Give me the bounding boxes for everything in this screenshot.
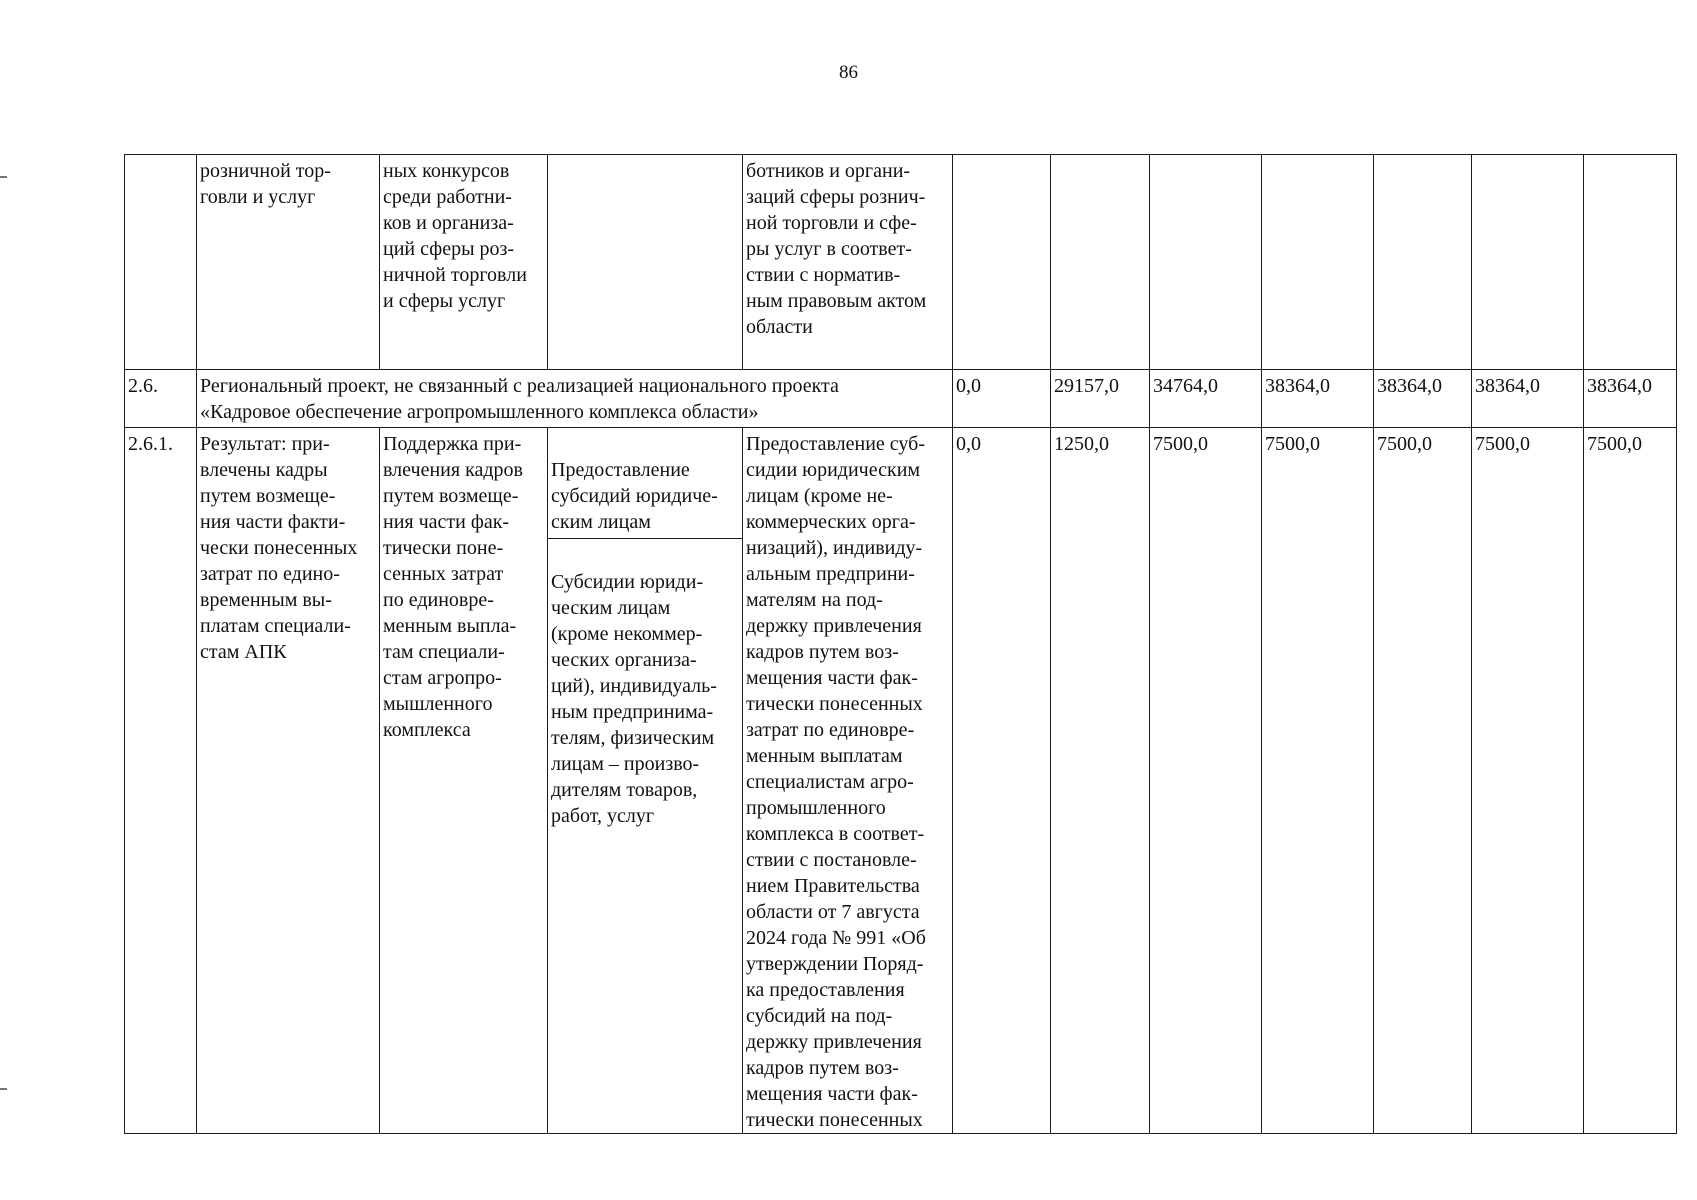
value-cell: 38364,0 <box>1584 370 1677 428</box>
table-cell: ботников и органи- заций сферы рознич- ной торговли и сфе- ры услуг в соответ- ствии с норматив- ным правовым актом области <box>743 155 953 370</box>
project-title: Региональный проект, не связанный с реализацией национального проекта «Кадровое обеспечение агропромышленного комплекса области» <box>197 370 953 428</box>
value-cell: 38364,0 <box>1262 370 1374 428</box>
margin-mark <box>0 176 7 178</box>
measure-cell: Поддержка при- влечения кадров путем возмеще- ния части фак- тически поне- сенных затрат по единовре- менным выпла- там специали- стам агропро- мышленного комплекса <box>380 428 548 1134</box>
table-row <box>125 370 1677 428</box>
value-cell: 7500,0 <box>1584 428 1677 1134</box>
value-cell: 7500,0 <box>1262 428 1374 1134</box>
instrument-type: Предоставление субсидий юридиче- ским лицам <box>548 454 742 539</box>
value-cell: 7500,0 <box>1472 428 1584 1134</box>
table-cell <box>1584 155 1677 370</box>
value-cell: 38364,0 <box>1374 370 1472 428</box>
page-number: 86 <box>839 62 858 83</box>
table-cell <box>1262 155 1374 370</box>
table-cell: розничной тор- говли и услуг <box>197 155 380 370</box>
value-cell: 0,0 <box>953 370 1051 428</box>
margin-mark <box>0 1088 7 1090</box>
table-cell <box>1150 155 1262 370</box>
value-cell: 7500,0 <box>1150 428 1262 1134</box>
table-row <box>125 428 1677 1134</box>
result-cell: Результат: при- влечены кадры путем возмеще- ния части факти- чески понесенных затрат по едино- временным вы- платам специали- стам АПК <box>197 428 380 1134</box>
table-cell <box>1472 155 1584 370</box>
table-cell <box>548 155 743 370</box>
table-row <box>125 155 1677 370</box>
table-cell <box>125 155 197 370</box>
instrument-detail: Субсидии юриди- ческим лицам (кроме некоммер- ческих организа- ций), индивидуаль- ным предпринима- телям, физическим лицам – произво- дителям товаров, работ, услуг <box>551 571 717 827</box>
value-cell: 29157,0 <box>1051 370 1150 428</box>
table-cell <box>1374 155 1472 370</box>
value-cell: 7500,0 <box>1374 428 1472 1134</box>
instrument-cell <box>548 428 743 1134</box>
table-cell <box>953 155 1051 370</box>
table-cell: ных конкурсов среди работни- ков и организа- ций сферы роз- ничной торговли и сферы услуг <box>380 155 548 370</box>
budget-table <box>124 154 1677 1134</box>
description-cell: Предоставление суб- сидии юридическим лицам (кроме не- коммерческих орга- низаций), индивиду- альным предприни- мателям на под- держку привлечения кадров путем воз- мещения части фак- тически понесенных затрат по единовре- менным выплатам специалистам агро- промышленного комплекса в соответ- ствии с постановле- нием Правительства области от 7 августа 2024 года № 991 «Об утверждении Поряд- ка предоставления субсидий на под- держку привлечения кадров путем воз- мещения части фак- тически понесенных <box>743 428 953 1134</box>
value-cell: 38364,0 <box>1472 370 1584 428</box>
value-cell: 1250,0 <box>1051 428 1150 1134</box>
row-number: 2.6.1. <box>125 428 197 1134</box>
value-cell: 34764,0 <box>1150 370 1262 428</box>
table-cell <box>1051 155 1150 370</box>
row-number: 2.6. <box>125 370 197 428</box>
value-cell: 0,0 <box>953 428 1051 1134</box>
